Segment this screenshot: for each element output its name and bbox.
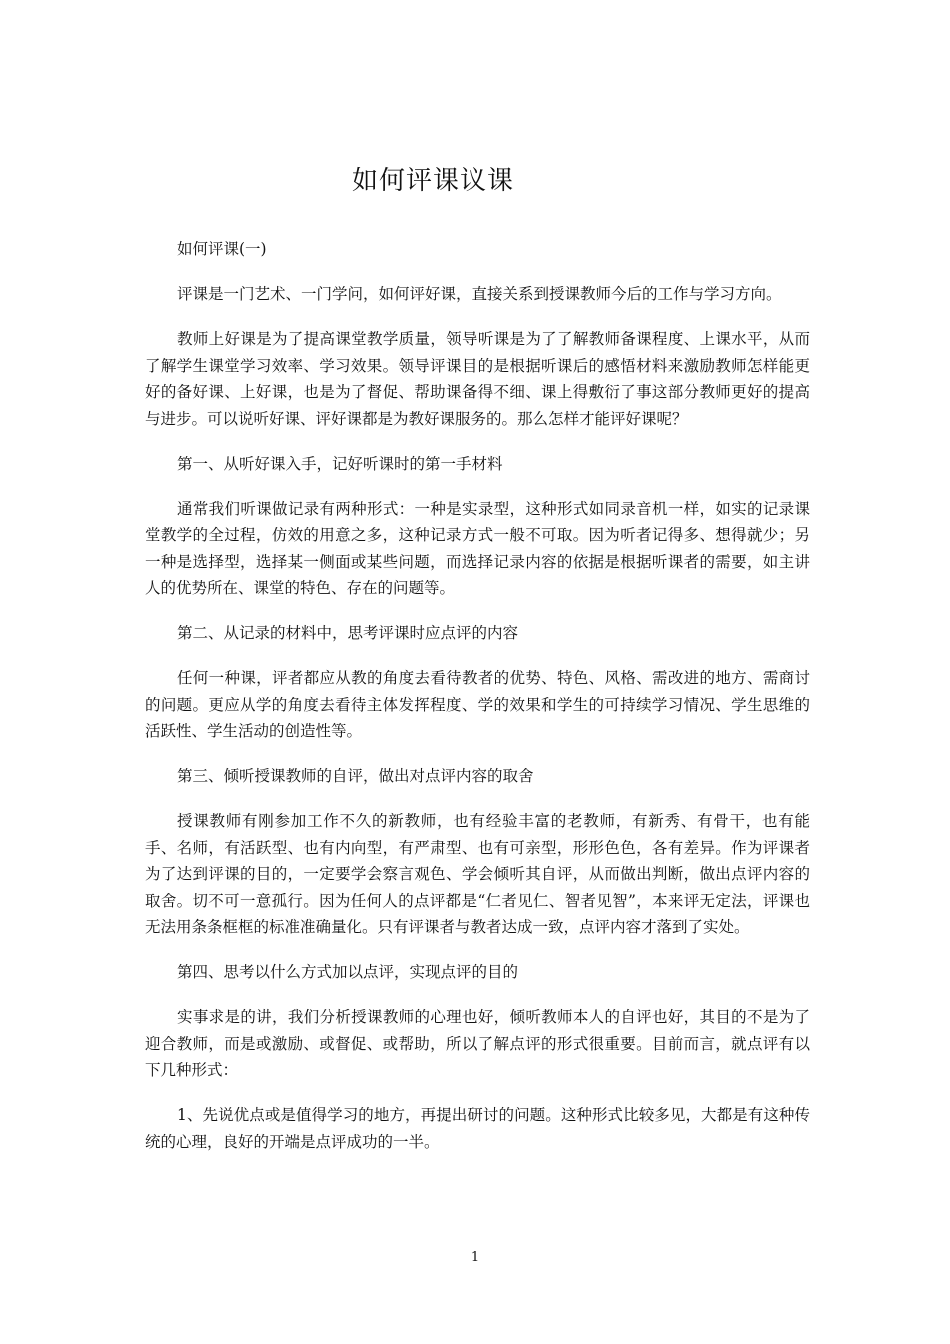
section-heading: 第三、倾听授课教师的自评，做出对点评内容的取舍 (177, 767, 534, 785)
paragraph: 任何一种课，评者都应从教的角度去看待教者的优势、特色、风格、需改进的地方、需商讨的问题。更应从学的角度去看待主体发挥程度、学的效果和学生的可持续学习情况、学生思维的活跃性、学生活动的创造性等。 (145, 669, 810, 740)
document-title: 如何评课议课 (351, 166, 514, 196)
section-heading: 第四、思考以什么方式加以点评，实现点评的目的 (177, 963, 519, 981)
paragraph: 授课教师有刚参加工作不久的新教师，也有经验丰富的老教师，有新秀、有骨干，也有能手、名师，有活跃型、也有内向型，有严肃型、也有可亲型，形形色色，各有差异。作为评课者为了达到评课的目的，一定要学会察言观色、学会倾听其自评，从而做出判断，做出点评内容的取舍。切不可一意孤行。因为任何人的点评都是“仁者见仁、智者见智”，本来评无定法，评课也无法用条条框框的标准准确量化。只有评课者与教者达成一致，点评内容才落到了实处。 (145, 812, 810, 936)
page-number: 1 (470, 1250, 480, 1265)
document-body (145, 236, 810, 1174)
section-heading: 第一、从听好课入手，记好听课时的第一手材料 (177, 454, 503, 473)
paragraph: 1、先说优点或是值得学习的地方，再提出研讨的问题。这种形式比较多见，大都是有这种传统的心理，良好的开端是点评成功的一半。 (145, 1106, 810, 1151)
paragraph: 评课是一门艺术、一门学问，如何评好课，直接关系到授课教师今后的工作与学习方向。 (177, 285, 782, 303)
section-heading: 第二、从记录的材料中，思考评课时应点评的内容 (177, 624, 519, 642)
paragraph-subheading: 如何评课(一) (177, 240, 267, 258)
paragraph: 教师上好课是为了提高课堂教学质量，领导听课是为了了解教师备课程度、上课水平，从而了解学生课堂学习效率、学习效果。领导评课目的是根据听课后的感悟材料来激励教师怎样能更好的备好课、上好课，也是为了督促、帮助课备得不细、课上得敷衍了事这部分教师更好的提高与进步。可以说听好课、评好课都是为教好课服务的。那么怎样才能评好课呢？ (145, 330, 810, 428)
paragraph: 通常我们听课做记录有两种形式：一种是实录型，这种形式如同录音机一样，如实的记录课堂教学的全过程，仿效的用意之多，这种记录方式一般不可取。因为听者记得多、想得就少；另一种是选择型，选择某一侧面或某些问题，而选择记录内容的依据是根据听课者的需要，如主讲人的优势所在、课堂的特色、存在的问题等。 (145, 499, 810, 597)
paragraph: 实事求是的讲，我们分析授课教师的心理也好，倾听教师本人的自评也好，其目的不是为了迎合教师，而是或激励、或督促、或帮助，所以了解点评的形式很重要。目前而言，就点评有以下几种形式： (145, 1008, 810, 1079)
